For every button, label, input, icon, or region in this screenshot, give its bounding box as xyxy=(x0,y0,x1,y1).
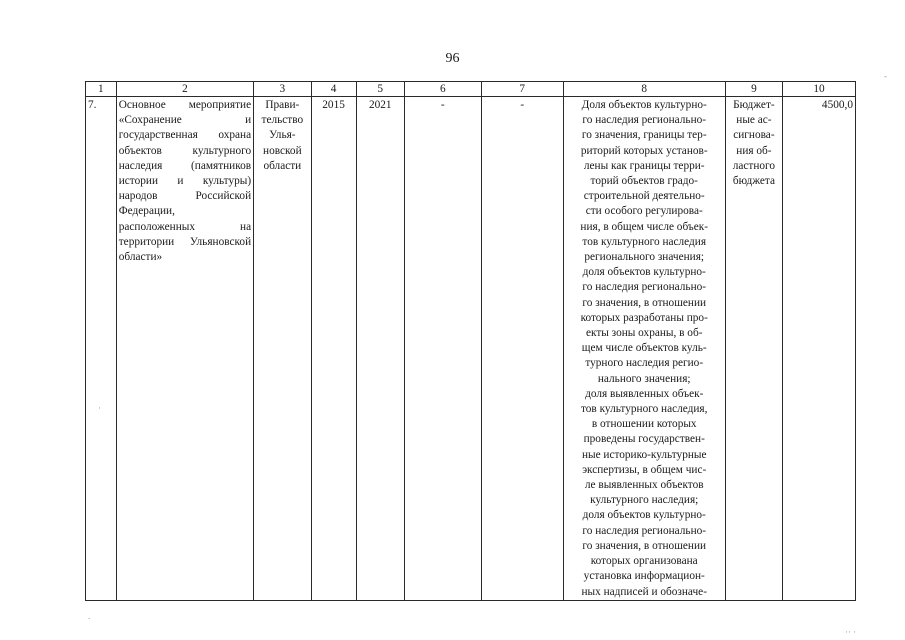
executor-cell: Прави- тельство Улья- новской области xyxy=(254,97,311,601)
scan-mark: · xyxy=(98,403,101,413)
column-number-3: 3 xyxy=(254,82,311,97)
row-number-cell: 7. xyxy=(86,97,117,601)
column-number-2: 2 xyxy=(116,82,253,97)
table-row xyxy=(86,97,856,601)
program-table xyxy=(85,81,856,601)
column-7-cell: - xyxy=(481,97,563,601)
scan-mark: ‐ xyxy=(884,71,887,81)
funding-amount-cell: 4500,0 xyxy=(783,97,856,601)
end-year-cell: 2021 xyxy=(356,97,404,601)
indicators-cell: Доля объектов культурно- го наследия регионально- го значения, границы тер- риторий которых установ- лены как границы терри- торий объектов градо- строительной деятельно- сти особого регулирова- ния, в общем числе объек- тов культурного наследия регионального значения; доля объектов культурно- го наследия регионально- го значения, в отношении которых разработаны про- екты зоны охраны, в об- щем числе объектов куль- турного наследия регио- нального значения; доля выявленных объек- тов культурного наследия, в отношении которых проведены государствен- ные историко-культурные экспертизы, в общем чис- ле выявленных объектов культурного наследия; доля объектов культурно- го наследия регионально- го значения, в отношении которых организована установка информацион- ных надписей и обозначе- xyxy=(563,97,725,601)
column-number-5: 5 xyxy=(356,82,404,97)
scan-mark: ·· · xyxy=(845,627,857,637)
funding-source-cell: Бюджет- ные ас- сигнова- ния об- ластного бюджета xyxy=(725,97,782,601)
column-number-7: 7 xyxy=(481,82,563,97)
page-number: 96 xyxy=(445,51,460,66)
start-year-cell: 2015 xyxy=(311,97,356,601)
column-6-cell: - xyxy=(404,97,481,601)
column-number-9: 9 xyxy=(725,82,782,97)
column-number-4: 4 xyxy=(311,82,356,97)
scan-mark: . xyxy=(88,611,91,621)
column-number-1: 1 xyxy=(86,82,117,97)
event-name-cell: Основное мероприятие «Сохранение и государственная охрана объектов культурного наследия (памятников истории и культуры) народов Российской Федерации, расположенных на территории Ульяновской области» xyxy=(116,97,253,601)
column-number-10: 10 xyxy=(783,82,856,97)
column-number-row xyxy=(86,82,856,97)
column-number-6: 6 xyxy=(404,82,481,97)
column-number-8: 8 xyxy=(563,82,725,97)
